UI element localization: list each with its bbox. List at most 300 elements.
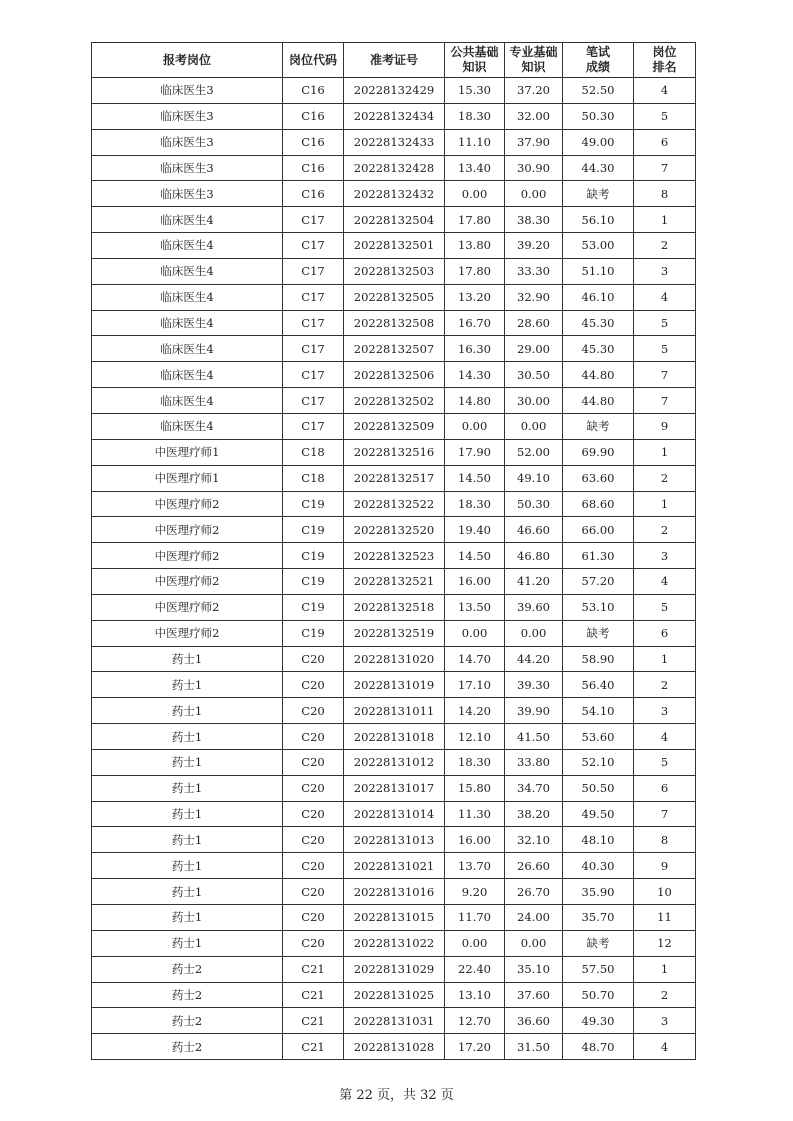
cell-written-score: 58.90 [563,646,634,672]
cell-position-code: C20 [283,646,344,672]
cell-rank: 6 [634,129,696,155]
cell-rank: 1 [634,439,696,465]
cell-rank: 3 [634,543,696,569]
cell-written-score: 49.00 [563,129,634,155]
table-row [92,103,696,129]
cell-exam-id: 20228132501 [344,233,445,259]
cell-rank: 2 [634,672,696,698]
cell-position: 中医理疗师2 [92,569,283,595]
cell-position: 药士1 [92,672,283,698]
cell-position: 临床医生4 [92,284,283,310]
cell-position-code: C17 [283,388,344,414]
table-row [92,930,696,956]
cell-position-code: C20 [283,749,344,775]
cell-exam-id: 20228132520 [344,517,445,543]
cell-public-basics: 17.10 [445,672,505,698]
cell-professional-basics: 37.60 [505,982,563,1008]
cell-position: 药士1 [92,853,283,879]
cell-position: 临床医生4 [92,207,283,233]
table-row [92,388,696,414]
table-row [92,646,696,672]
cell-public-basics: 11.10 [445,129,505,155]
cell-public-basics: 18.30 [445,103,505,129]
cell-professional-basics: 26.60 [505,853,563,879]
cell-rank: 5 [634,749,696,775]
table-row [92,207,696,233]
cell-exam-id: 20228132509 [344,413,445,439]
cell-professional-basics: 49.10 [505,465,563,491]
table-row [92,724,696,750]
cell-written-score: 49.30 [563,1008,634,1034]
cell-public-basics: 16.00 [445,827,505,853]
cell-professional-basics: 29.00 [505,336,563,362]
table-row [92,1008,696,1034]
page-footer: 第 22 页，共 32 页 [339,1088,454,1103]
cell-written-score: 57.50 [563,956,634,982]
cell-public-basics: 18.30 [445,491,505,517]
cell-rank: 5 [634,594,696,620]
table-row [92,517,696,543]
cell-position: 药士2 [92,956,283,982]
cell-exam-id: 20228132519 [344,620,445,646]
cell-written-score: 缺考 [563,181,634,207]
cell-professional-basics: 39.20 [505,233,563,259]
cell-rank: 5 [634,310,696,336]
cell-professional-basics: 38.30 [505,207,563,233]
cell-exam-id: 20228131018 [344,724,445,750]
cell-rank: 2 [634,982,696,1008]
cell-position-code: C16 [283,155,344,181]
cell-public-basics: 17.80 [445,258,505,284]
cell-position: 药士2 [92,1008,283,1034]
cell-professional-basics: 0.00 [505,181,563,207]
cell-position: 药士1 [92,698,283,724]
cell-rank: 4 [634,78,696,104]
cell-position: 中医理疗师1 [92,465,283,491]
cell-professional-basics: 46.80 [505,543,563,569]
cell-written-score: 49.50 [563,801,634,827]
cell-position: 临床医生3 [92,78,283,104]
cell-professional-basics: 33.30 [505,258,563,284]
cell-exam-id: 20228132429 [344,78,445,104]
cell-professional-basics: 30.50 [505,362,563,388]
cell-written-score: 68.60 [563,491,634,517]
cell-position: 临床医生3 [92,155,283,181]
table-row [92,310,696,336]
cell-exam-id: 20228132428 [344,155,445,181]
cell-position-code: C17 [283,362,344,388]
cell-rank: 7 [634,388,696,414]
header-row [92,43,696,78]
cell-position-code: C18 [283,465,344,491]
table-row [92,181,696,207]
table-row [92,905,696,931]
table-row [92,775,696,801]
cell-position-code: C17 [283,258,344,284]
cell-written-score: 51.10 [563,258,634,284]
cell-exam-id: 20228131014 [344,801,445,827]
table-row [92,827,696,853]
cell-written-score: 53.10 [563,594,634,620]
cell-exam-id: 20228131017 [344,775,445,801]
table-row [92,362,696,388]
cell-rank: 3 [634,258,696,284]
cell-position-code: C20 [283,827,344,853]
table-row [92,698,696,724]
cell-position: 临床医生4 [92,310,283,336]
cell-exam-id: 20228132506 [344,362,445,388]
cell-written-score: 61.30 [563,543,634,569]
cell-position: 临床医生4 [92,233,283,259]
cell-public-basics: 11.30 [445,801,505,827]
cell-written-score: 48.10 [563,827,634,853]
cell-professional-basics: 32.10 [505,827,563,853]
cell-public-basics: 13.70 [445,853,505,879]
cell-exam-id: 20228131012 [344,749,445,775]
cell-written-score: 63.60 [563,465,634,491]
cell-position: 中医理疗师1 [92,439,283,465]
cell-position-code: C16 [283,129,344,155]
cell-position-code: C19 [283,517,344,543]
table-row [92,594,696,620]
cell-written-score: 53.60 [563,724,634,750]
cell-written-score: 35.90 [563,879,634,905]
cell-rank: 4 [634,724,696,750]
cell-professional-basics: 36.60 [505,1008,563,1034]
cell-professional-basics: 38.20 [505,801,563,827]
cell-professional-basics: 0.00 [505,620,563,646]
cell-position-code: C17 [283,233,344,259]
cell-exam-id: 20228131013 [344,827,445,853]
cell-rank: 11 [634,905,696,931]
cell-exam-id: 20228132521 [344,569,445,595]
cell-professional-basics: 37.20 [505,78,563,104]
cell-written-score: 56.10 [563,207,634,233]
cell-public-basics: 13.10 [445,982,505,1008]
header-position: 报考岗位 [92,43,283,78]
table-row [92,801,696,827]
cell-position-code: C17 [283,336,344,362]
cell-public-basics: 19.40 [445,517,505,543]
table-row [92,233,696,259]
cell-position-code: C21 [283,982,344,1008]
cell-position: 药士1 [92,749,283,775]
cell-written-score: 45.30 [563,336,634,362]
cell-position-code: C20 [283,801,344,827]
cell-rank: 2 [634,465,696,491]
cell-written-score: 53.00 [563,233,634,259]
table-row [92,336,696,362]
table-row [92,439,696,465]
table-row [92,672,696,698]
cell-position: 临床医生4 [92,388,283,414]
cell-public-basics: 15.30 [445,78,505,104]
cell-public-basics: 16.00 [445,569,505,595]
cell-written-score: 66.00 [563,517,634,543]
cell-public-basics: 14.70 [445,646,505,672]
cell-written-score: 54.10 [563,698,634,724]
cell-rank: 8 [634,181,696,207]
cell-public-basics: 14.80 [445,388,505,414]
cell-public-basics: 14.30 [445,362,505,388]
cell-written-score: 50.70 [563,982,634,1008]
cell-rank: 1 [634,956,696,982]
cell-exam-id: 20228132503 [344,258,445,284]
cell-written-score: 48.70 [563,1034,634,1060]
cell-rank: 7 [634,155,696,181]
cell-rank: 4 [634,569,696,595]
cell-position: 药士1 [92,930,283,956]
cell-position: 中医理疗师2 [92,620,283,646]
cell-position-code: C21 [283,956,344,982]
header-rank: 岗位 排名 [634,43,696,78]
cell-professional-basics: 30.00 [505,388,563,414]
cell-rank: 1 [634,646,696,672]
cell-rank: 10 [634,879,696,905]
cell-rank: 1 [634,491,696,517]
cell-position: 药士1 [92,724,283,750]
cell-position: 药士1 [92,905,283,931]
cell-exam-id: 20228132517 [344,465,445,491]
cell-written-score: 44.80 [563,362,634,388]
cell-professional-basics: 28.60 [505,310,563,336]
header-professional-basics: 专业基础 知识 [505,43,563,78]
table-row [92,284,696,310]
table-row [92,258,696,284]
cell-rank: 7 [634,801,696,827]
table-row [92,982,696,1008]
cell-rank: 12 [634,930,696,956]
cell-position-code: C16 [283,181,344,207]
cell-public-basics: 22.40 [445,956,505,982]
cell-rank: 3 [634,1008,696,1034]
cell-written-score: 缺考 [563,930,634,956]
table-row [92,956,696,982]
table-body [92,78,696,1060]
cell-exam-id: 20228132518 [344,594,445,620]
cell-exam-id: 20228132432 [344,181,445,207]
cell-position-code: C19 [283,569,344,595]
cell-professional-basics: 32.90 [505,284,563,310]
cell-position: 临床医生3 [92,103,283,129]
cell-position-code: C19 [283,491,344,517]
cell-public-basics: 16.70 [445,310,505,336]
cell-position: 药士1 [92,801,283,827]
cell-public-basics: 13.20 [445,284,505,310]
cell-public-basics: 9.20 [445,879,505,905]
cell-exam-id: 20228131015 [344,905,445,931]
cell-position: 临床医生3 [92,129,283,155]
cell-written-score: 69.90 [563,439,634,465]
cell-rank: 2 [634,517,696,543]
cell-position-code: C17 [283,310,344,336]
cell-professional-basics: 35.10 [505,956,563,982]
cell-written-score: 缺考 [563,413,634,439]
cell-rank: 7 [634,362,696,388]
cell-public-basics: 13.40 [445,155,505,181]
cell-rank: 5 [634,336,696,362]
cell-exam-id: 20228132505 [344,284,445,310]
cell-position-code: C20 [283,853,344,879]
table-row [92,1034,696,1060]
table-row [92,129,696,155]
cell-exam-id: 20228131016 [344,879,445,905]
cell-written-score: 35.70 [563,905,634,931]
header-exam-id: 准考证号 [344,43,445,78]
cell-written-score: 缺考 [563,620,634,646]
cell-public-basics: 0.00 [445,413,505,439]
cell-position-code: C19 [283,620,344,646]
cell-professional-basics: 34.70 [505,775,563,801]
cell-written-score: 40.30 [563,853,634,879]
cell-public-basics: 13.80 [445,233,505,259]
cell-professional-basics: 0.00 [505,413,563,439]
cell-position: 药士1 [92,827,283,853]
cell-position-code: C20 [283,905,344,931]
cell-public-basics: 17.90 [445,439,505,465]
cell-public-basics: 0.00 [445,620,505,646]
cell-position: 药士1 [92,879,283,905]
cell-rank: 1 [634,207,696,233]
cell-public-basics: 14.50 [445,543,505,569]
cell-professional-basics: 44.20 [505,646,563,672]
cell-public-basics: 17.20 [445,1034,505,1060]
table-row [92,491,696,517]
cell-exam-id: 20228132516 [344,439,445,465]
cell-position-code: C20 [283,879,344,905]
cell-exam-id: 20228131019 [344,672,445,698]
cell-rank: 4 [634,1034,696,1060]
cell-professional-basics: 39.60 [505,594,563,620]
cell-written-score: 50.30 [563,103,634,129]
cell-position: 临床医生3 [92,181,283,207]
cell-written-score: 52.10 [563,749,634,775]
cell-position: 药士2 [92,982,283,1008]
cell-written-score: 50.50 [563,775,634,801]
table-row [92,543,696,569]
cell-professional-basics: 0.00 [505,930,563,956]
cell-public-basics: 18.30 [445,749,505,775]
cell-position: 中医理疗师2 [92,543,283,569]
header-written-score: 笔试 成绩 [563,43,634,78]
cell-rank: 4 [634,284,696,310]
cell-position: 临床医生4 [92,336,283,362]
cell-position: 药士2 [92,1034,283,1060]
cell-professional-basics: 41.50 [505,724,563,750]
cell-position: 药士1 [92,646,283,672]
cell-position-code: C20 [283,672,344,698]
cell-exam-id: 20228132508 [344,310,445,336]
cell-public-basics: 13.50 [445,594,505,620]
cell-professional-basics: 39.30 [505,672,563,698]
cell-exam-id: 20228131029 [344,956,445,982]
table-row [92,465,696,491]
table-row [92,879,696,905]
cell-professional-basics: 41.20 [505,569,563,595]
cell-professional-basics: 24.00 [505,905,563,931]
cell-position-code: C20 [283,698,344,724]
cell-position-code: C17 [283,413,344,439]
cell-exam-id: 20228131031 [344,1008,445,1034]
cell-written-score: 56.40 [563,672,634,698]
cell-exam-id: 20228132507 [344,336,445,362]
cell-position-code: C19 [283,543,344,569]
header-position-code: 岗位代码 [283,43,344,78]
cell-rank: 3 [634,698,696,724]
table-row [92,155,696,181]
cell-position-code: C20 [283,775,344,801]
cell-rank: 5 [634,103,696,129]
cell-public-basics: 17.80 [445,207,505,233]
cell-exam-id: 20228132502 [344,388,445,414]
cell-rank: 6 [634,775,696,801]
cell-position-code: C16 [283,103,344,129]
cell-position-code: C17 [283,207,344,233]
cell-rank: 8 [634,827,696,853]
cell-position: 临床医生4 [92,413,283,439]
cell-rank: 2 [634,233,696,259]
table-row [92,853,696,879]
cell-professional-basics: 37.90 [505,129,563,155]
cell-public-basics: 12.10 [445,724,505,750]
cell-exam-id: 20228132522 [344,491,445,517]
cell-position-code: C17 [283,284,344,310]
cell-exam-id: 20228132523 [344,543,445,569]
cell-written-score: 52.50 [563,78,634,104]
cell-position-code: C21 [283,1034,344,1060]
cell-exam-id: 20228131025 [344,982,445,1008]
cell-exam-id: 20228132504 [344,207,445,233]
cell-exam-id: 20228131011 [344,698,445,724]
cell-exam-id: 20228132434 [344,103,445,129]
cell-public-basics: 14.50 [445,465,505,491]
cell-written-score: 46.10 [563,284,634,310]
cell-position-code: C19 [283,594,344,620]
table-row [92,569,696,595]
table-row [92,413,696,439]
table-row [92,749,696,775]
cell-professional-basics: 33.80 [505,749,563,775]
cell-exam-id: 20228131020 [344,646,445,672]
cell-professional-basics: 32.00 [505,103,563,129]
cell-exam-id: 20228131028 [344,1034,445,1060]
cell-public-basics: 16.30 [445,336,505,362]
cell-professional-basics: 52.00 [505,439,563,465]
score-table [91,42,696,1060]
cell-position: 临床医生4 [92,362,283,388]
cell-position: 中医理疗师2 [92,491,283,517]
cell-public-basics: 12.70 [445,1008,505,1034]
cell-position-code: C21 [283,1008,344,1034]
cell-public-basics: 15.80 [445,775,505,801]
cell-professional-basics: 39.90 [505,698,563,724]
cell-position: 中医理疗师2 [92,517,283,543]
cell-professional-basics: 46.60 [505,517,563,543]
cell-rank: 9 [634,853,696,879]
cell-position: 临床医生4 [92,258,283,284]
cell-public-basics: 14.20 [445,698,505,724]
cell-written-score: 44.80 [563,388,634,414]
cell-position-code: C20 [283,724,344,750]
cell-rank: 9 [634,413,696,439]
cell-exam-id: 20228132433 [344,129,445,155]
cell-position-code: C18 [283,439,344,465]
cell-written-score: 45.30 [563,310,634,336]
cell-public-basics: 0.00 [445,181,505,207]
cell-position: 药士1 [92,775,283,801]
cell-position: 中医理疗师2 [92,594,283,620]
cell-exam-id: 20228131021 [344,853,445,879]
